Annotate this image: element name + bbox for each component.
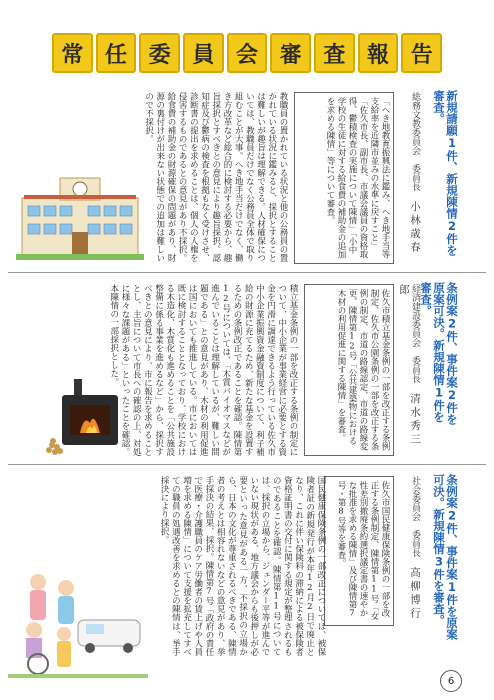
title-char: 会 [227,33,268,73]
section-1-body: 教職員の置かれている状況と他の公務員の置かれている状況に鑑みると、採択とすることは難しいが趣旨は理解できる。人材確保については、教職員だけでなく公務員全体で取り組むことが大事。へき地手当だけでなく、働き方改革など総合的に検討する必要から、趣旨採択とすべきとの意見により趣旨採択。認知症及び鬱病の検査を根拠もなく受けさせ、診断書の提出を求めることは、個人の人権を侵害するものであるとの意見があり不採択。給食費の補助金の財源確保の問題があり、財源の裏付けが出来ない状態での追加は難しいので不採択。 [143,92,288,262]
section-3-headline: 条例案2件、事件案1件を原案可決。新規陳情3件を審査。 [432,474,459,640]
section-1-committee [396,92,420,262]
page-number: 6 [440,670,462,692]
title-char: 告 [401,33,442,73]
chair-name: 高柳博行 [409,567,421,621]
title-char: 審 [270,33,311,73]
section-1-headline: 新規請願1件、新規陳情2件を審査。 [432,90,459,256]
section-2-committee [396,284,420,454]
title-char: 任 [96,33,137,73]
title-char: 委 [139,33,180,73]
title-char: 常 [52,33,93,73]
section-3-body: 国民健康保険条例の一部改正については、被保険者証の新規発行が本年12月2日で廃止となり、これに伴い保険料の滞納による被保険者資格証明書の交付に関する規定が整理されるものであることを確認。陳情第11号については、採択の立場から、ジェンダー平等が進んでいない現状がある、地方議会からも後押しが必要といった意見がある一方、不採択の立場から、日本の文化が尊重されるべきである、陳情者の考えとは相容れないなどの意見があり、挙手採決の結果、採択。陳情第7号「政府の責任で医療・介護職員のケア労働者の賃上げや人員増を求める陳情」について支援を拡充してすべての職員の処遇改善を求めるとの陳情は、挙手採決により採択。 [159,476,326,656]
chair-name: 小林歳春 [409,201,421,255]
section-1-summary-box: 「へき地教育振興法に鑑み、へき地手当等支給率を近隣市並みの水準に戻すこと」「佐久市長、副市長、市議会議員の資格取得、鬱積検査の実施について陳情」「小中学校の生徒に対する給食費の補助金の追加を求める陳情」等について審査。 [294,92,394,264]
school-building-illustration [16,170,144,260]
wood-stove-illustration [44,375,134,455]
section-divider [8,464,486,465]
committee-name: 総務文教委員会 委員長 [410,92,420,191]
section-2-headline: 条例案2件、事件案2件を原案可決。新規陳情1件を審査。 [419,282,459,425]
section-2-body: 積立基金条例の一部を改正する条例の制定について、中小企業が事業経営に必要とする資金を円滑に調達できるよう行っている佐久市中小企業振興資金融資制度について、利子補給の財源に充てるため、新たな基金を設置するための条例改正であることを確認。陳情第12号については、「木質バイオマスなどが進んでいることは理解しているが、難しい問題である」との意見があり、木材の利用促進は国においても推進している。市においては既に検討することとなっており、学校における木造化、木質化も進めることを「公共施設整備に係る事業を進めるなど」から、採択すべきとの意見により、市に報告を求めることとし、主旨について市長への確認の上、対処に様々な課題がある」といったことを確認。本陳情の一部採択とした。 [108,284,298,456]
committee-name: 社会委員会 委員長 [410,476,420,557]
title-char: 員 [183,33,224,73]
chair-name: 清水秀三郎 [398,284,421,447]
committee-name: 経済建設委員会 委員長 [410,284,420,383]
section-2-summary-box: 佐久市積立基金条例の一部を改正する条例制定、佐久市公園条例の一部を改正する条例の制定、市道の路線認定、市道の路線変更、陳情第12号「公共建築物における木材の利用促進に関する陳情」を審査。 [304,284,394,456]
page-title [52,33,442,73]
care-workers-illustration [8,560,148,680]
section-divider [8,272,486,273]
title-char: 報 [358,33,399,73]
section-3-summary-box: 佐久市国民健康保険条例の一部を改正する条例制定、陳情第11号「女性差別撤廃条約選択議定書の速やかな批准を求める陳情」及び陳情第7号・第8号等を審査。 [324,476,394,626]
title-char: 査 [314,33,355,73]
section-3-committee [396,476,420,646]
